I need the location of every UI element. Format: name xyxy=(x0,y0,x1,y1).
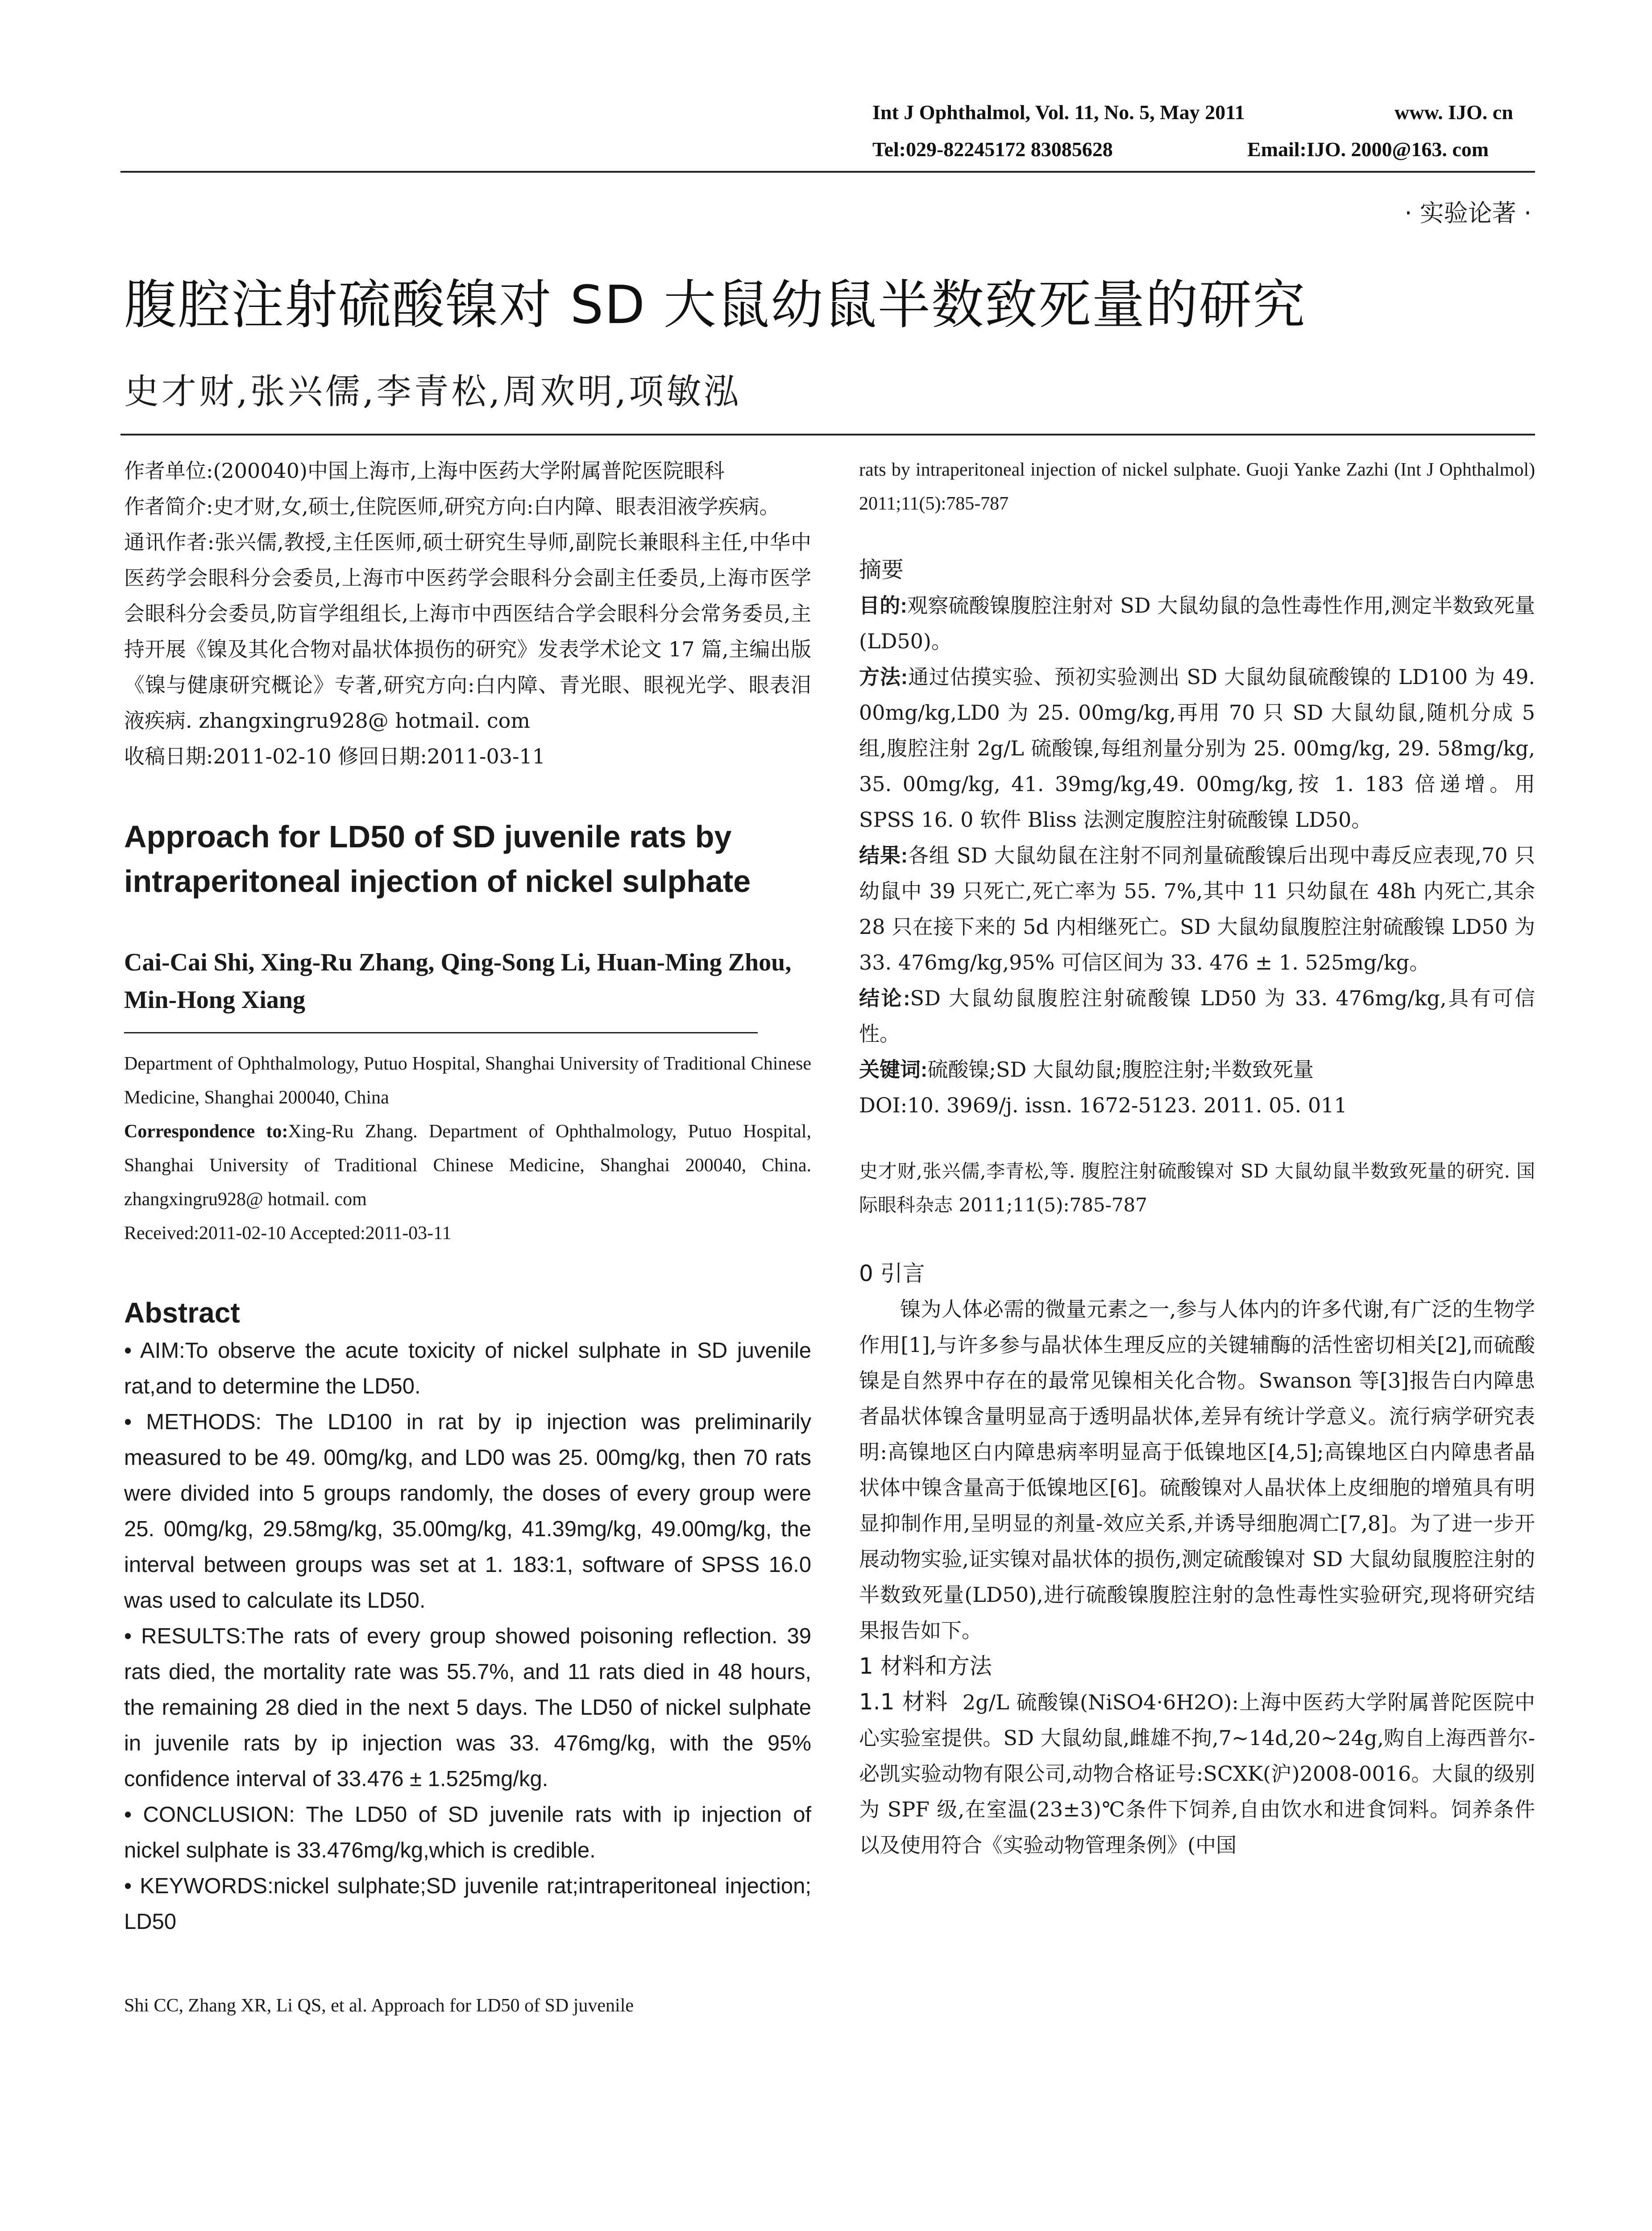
materials-text: 2g/L 硫酸镍(NiSO4·6H2O):上海中医药大学附属普陀医院中心实验室提供。SD 大鼠幼鼠,雌雄不拘,7~14d,20~24g,购自上海西普尔-必凯实验动物有限公司,动物合格证号:SCXK(沪)2008-0016。大鼠的级别为 SPF 级,在室温(23±3)℃条件下饲养,自由饮水和进食饲料。饲养条件以及使用符合《实验动物管理条例》(中国 xyxy=(859,1690,1535,1857)
journal-info: Int J Ophthalmol, Vol. 11, No. 5, May 2011 xyxy=(872,101,1245,124)
zy-keywords-label: 关键词: xyxy=(859,1058,928,1081)
materials-paragraph xyxy=(859,1684,1535,1863)
english-correspondence xyxy=(124,1115,811,1216)
abstract-results: • RESULTS:The rats of every group showed poisoning reflection. 39 rats died, the mortality rate was 55.7%, and 11 rats died in 48 hours, the remaining 28 died in the next 5 days. The LD50 of nickel sulphate in juvenile rats by ip injection was 33. 476mg/kg, with the 95% confidence interval of 33.476 ± 1.525mg/kg. xyxy=(124,1624,811,1791)
zy-results-text: 各组 SD 大鼠幼鼠在注射不同剂量硫酸镍后出现中毒反应表现,70 只幼鼠中 39 只死亡,死亡率为 55. 7%,其中 11 只幼鼠在 48h 内死亡,其余 28 只在接下来的 5d 内相继死亡。SD 大鼠幼鼠腹腔注射硫酸镍 LD50 为 33. 476mg/kg,95% 可信区间为 33. 476 ± 1. 525mg/kg。 xyxy=(859,843,1535,975)
correspondence-label: Correspondence to: xyxy=(124,1121,288,1142)
author-bio: 作者简介:史才财,女,硕士,住院医师,研究方向:白内障、眼表泪液学疾病。 xyxy=(124,494,780,518)
zy-keywords xyxy=(859,1052,1535,1087)
doi: DOI:10. 3969/j. issn. 1672-5123. 2011. 05. 011 xyxy=(859,1093,1347,1117)
zy-conclusion-text: SD 大鼠幼鼠腹腔注射硫酸镍 LD50 为 33. 476mg/kg,具有可信性。 xyxy=(859,986,1535,1046)
chinese-abstract-heading: 摘要 xyxy=(859,557,904,583)
english-citation-cont: rats by intraperitoneal injection of nickel sulphate. Guoji Yanke Zazhi (Int J Ophthalmol) 2011;11(5):785-787 xyxy=(859,460,1535,514)
paper-title: 腹腔注射硫酸镍对 SD 大鼠幼鼠半数致死量的研究 xyxy=(124,274,1306,336)
right-column xyxy=(859,453,1535,1863)
materials-label: 1.1 材料 xyxy=(859,1689,948,1715)
abstract-conclusion: • CONCLUSION: The LD50 of SD juvenile rats with ip injection of nickel sulphate is 33.476mg/kg,which is credible. xyxy=(124,1803,811,1862)
zy-aim-text: 观察硫酸镍腹腔注射对 SD 大鼠幼鼠的急性毒性作用,测定半数致死量(LD50)。 xyxy=(859,593,1535,653)
zy-conclusion xyxy=(859,980,1535,1052)
english-title: Approach for LD50 of SD juvenile rats by intraperitoneal injection of nickel sulphate xyxy=(124,819,751,899)
english-citation: Shi CC, Zhang XR, Li QS, et al. Approach for LD50 of SD juvenile xyxy=(124,1995,634,2016)
title-rule xyxy=(120,434,1535,435)
journal-email: Email:IJO. 2000@163. com xyxy=(1247,138,1489,161)
chinese-citation: 史才财,张兴儒,李青松,等. 腹腔注射硫酸镍对 SD 大鼠幼鼠半数致死量的研究. 国际眼科杂志 2011;11(5):785-787 xyxy=(859,1160,1535,1216)
zy-aim-label: 目的: xyxy=(859,594,907,617)
abstract-aim: • AIM:To observe the acute toxicity of nickel sulphate in SD juvenile rat,and to determine the LD50. xyxy=(124,1339,811,1398)
correspondence-text: Xing-Ru Zhang. Department of Ophthalmology, Putuo Hospital, Shanghai University of Traditional Chinese Medicine, Shanghai 200040, China. zhangxingru928@ hotmail. com xyxy=(124,1121,811,1210)
correspondence-cn: 通讯作者:张兴儒,教授,主任医师,硕士研究生导师,副院长兼眼科主任,中华中医药学会眼科分会委员,上海市中医药学会眼科分会副主任委员,上海市医学会眼科分会委员,防盲学组组长,上海市中西医结合学会眼科分会常务委员,主持开展《镍及其化合物对晶状体损伤的研究》发表学术论文 17 篇,主编出版《镍与健康研究概论》专著,研究方向:白内障、青光眼、眼视光学、眼表泪液疾病. zhangxingru928@ hotmail. com xyxy=(124,530,811,733)
english-authors: Cai-Cai Shi, Xing-Ru Zhang, Qing-Song Li, Huan-Ming Zhou, Min-Hong Xiang xyxy=(124,949,792,1014)
zy-methods-text: 通过估摸实验、预初实验测出 SD 大鼠幼鼠硫酸镍的 LD100 为 49. 00mg/kg,LD0 为 25. 00mg/kg,再用 70 只 SD 大鼠幼鼠,随机分成 5 组,腹腔注射 2g/L 硫酸镍,每组剂量分别为 25. 00mg/kg, 29. 58mg/kg, 35. 00mg/kg, 41. 39mg/kg,49. 00mg/kg,按 1. 183 倍递增。用 SPSS 16. 0 软件 Bliss 法测定腹腔注射硫酸镍 LD50。 xyxy=(859,665,1535,832)
journal-tel: Tel:029-82245172 83085628 xyxy=(872,138,1113,161)
zy-results-label: 结果: xyxy=(859,844,908,867)
abstract-methods: • METHODS: The LD100 in rat by ip injection was preliminarily measured to be 49. 00mg/kg, and LD0 was 25. 00mg/kg, then 70 rats were divided into 5 groups randomly, the doses of every group were 25. 00mg/kg, 29.58mg/kg, 35.00mg/kg, 41.39mg/kg, 49.00mg/kg, the interval between groups was set at 1. 183:1, software of SPSS 16.0 was used to calculate its LD50. xyxy=(124,1410,811,1613)
zy-results xyxy=(859,838,1535,980)
intro-paragraph: 镍为人体必需的微量元素之一,参与人体内的许多代谢,有广泛的生物学作用[1],与许多参与晶状体生理反应的关键辅酶的活性密切相关[2],而硫酸镍是自然界中存在的最常见镍相关化合物。Swanson 等[3]报告白内障患者晶状体镍含量明显高于透明晶状体,差异有统计学意义。流行病学研究表明:高镍地区白内障患病率明显高于低镍地区[4,5];高镍地区白内障患者晶状体中镍含量高于低镍地区[6]。硫酸镍对人晶状体上皮细胞的增殖具有明显抑制作用,呈明显的剂量-效应关系,并诱导细胞凋亡[7,8]。为了进一步开展动物实验,证实镍对晶状体的损伤,测定硫酸镍对 SD 大鼠幼鼠腹腔注射的半数致死量(LD50),进行硫酸镍腹腔注射的急性毒性实验研究,现将研究结果报告如下。 xyxy=(859,1297,1536,1642)
zy-keywords-text: 硫酸镍;SD 大鼠幼鼠;腹腔注射;半数致死量 xyxy=(927,1057,1314,1082)
authors-rule xyxy=(124,1032,758,1033)
section-tag: · 实验论著 · xyxy=(1404,199,1532,227)
affiliation: 作者单位:(200040)中国上海市,上海中医药大学附属普陀医院眼科 xyxy=(124,459,725,483)
authors-cn: 史才财,张兴儒,李青松,周欢明,项敏泓 xyxy=(124,372,742,412)
english-department: Department of Ophthalmology, Putuo Hospital, Shanghai University of Traditional Chinese Medicine, Shanghai 200040, China xyxy=(124,1053,811,1108)
zy-methods xyxy=(859,659,1535,838)
left-column xyxy=(124,453,811,2023)
zy-conclusion-label: 结论: xyxy=(859,987,910,1010)
english-dates: Received:2011-02-10 Accepted:2011-03-11 xyxy=(124,1223,452,1244)
abstract-heading: Abstract xyxy=(124,1297,240,1329)
zy-methods-label: 方法: xyxy=(859,665,908,688)
methods-heading: 1 材料和方法 xyxy=(859,1653,992,1679)
abstract-keywords: • KEYWORDS:nickel sulphate;SD juvenile rat;intraperitoneal injection; LD50 xyxy=(124,1874,811,1934)
zy-aim xyxy=(859,588,1535,659)
journal-website: www. IJO. cn xyxy=(1395,101,1513,124)
received-dates-cn: 收稿日期:2011-02-10 修回日期:2011-03-11 xyxy=(124,744,546,768)
intro-heading: 0 引言 xyxy=(859,1261,925,1286)
header-rule xyxy=(120,171,1535,173)
